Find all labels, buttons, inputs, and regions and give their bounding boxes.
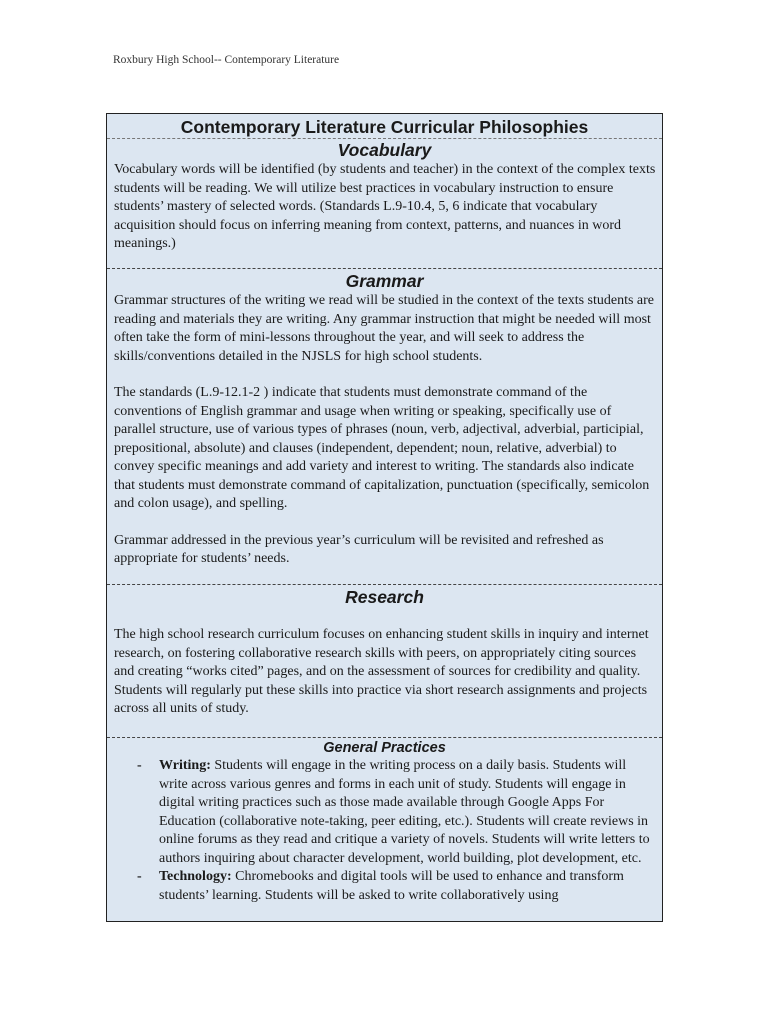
grammar-paragraph-1: Grammar structures of the writing we read will be studied in the context of the texts students are reading and materials they are writing. Any grammar instruction that might be needed will most often take the form of mini-lessons throughout the year, and will seek to address the skills/conventions detailed in the NJSLS for high school students. [114, 293, 655, 364]
grammar-paragraph-2: The standards (L.9-12.1-2 ) indicate that students must demonstrate command of the conventions of English grammar and usage when writing or speaking, specifically use of parallel structure, use of various types of phrases (noun, verb, adjectival, adverbial, participial, prepositional, absolute) and clauses (independent, dependent; noun, relative, adverbial) to convey specific meanings and add variety and interest to writing. The standards also indicate that students must demonstrate command of capitalization, punctuation (specifically, semicolon and colon usage), and spelling. [114, 385, 650, 511]
grammar-paragraph-3: Grammar addressed in the previous year’s curriculum will be revisited and refreshed as appropriate for students’ needs. [114, 532, 604, 566]
table-title: Contemporary Literature Curricular Philosophies [107, 114, 662, 139]
technology-text: Chromebooks and digital tools will be used to enhance and transform students’ learning. Students will be asked to write collaboratively using [159, 869, 624, 903]
writing-text: Students will engage in the writing process on a daily basis. Students will write across various genres and forms in each unit of study. Students will engage in digital writing practices such as those made available through Google Apps For Education (collaborative note-taking, peer editing, etc.). Students will create reviews in online forums as they read and critique a variety of novels. Students will write letters to authors inquiring about character development, world building, plot development, etc. [159, 758, 650, 866]
general-practices-section [107, 738, 662, 921]
research-section [107, 585, 662, 738]
list-item-technology [107, 868, 658, 905]
running-header: Roxbury High School-- Contemporary Literature [113, 54, 340, 66]
grammar-heading: Grammar [345, 271, 424, 291]
philosophies-table [106, 113, 663, 922]
bullet-dash: - [137, 758, 142, 773]
practices-list [107, 757, 662, 905]
vocabulary-heading: Vocabulary [337, 140, 432, 160]
vocabulary-section [107, 114, 662, 269]
technology-label: Technology: [159, 869, 232, 884]
research-text: The high school research curriculum focuses on enhancing student skills in inquiry and internet research, on fostering collaborative research skills with peers, on appropriately citing sources and creating “works cited” pages, and on the assessment of sources for credibility and quality. Students will regularly put these skills into practice via short research assignments and projects across all units of study. [114, 627, 649, 716]
research-heading: Research [345, 587, 424, 607]
writing-label: Writing: [159, 758, 211, 773]
general-practices-heading: General Practices [323, 740, 446, 756]
vocabulary-text: Vocabulary words will be identified (by students and teacher) in the context of the complex texts students will be reading. We will utilize best practices in vocabulary instruction to ensure students’ mastery of selected words. (Standards L.9-10.4, 5, 6 indicate that vocabulary acquisition should focus on inferring meaning from context, patterns, and nuances in word meanings.) [114, 162, 656, 251]
list-item-writing [107, 757, 658, 868]
bullet-dash: - [137, 869, 142, 884]
grammar-section [107, 269, 662, 585]
